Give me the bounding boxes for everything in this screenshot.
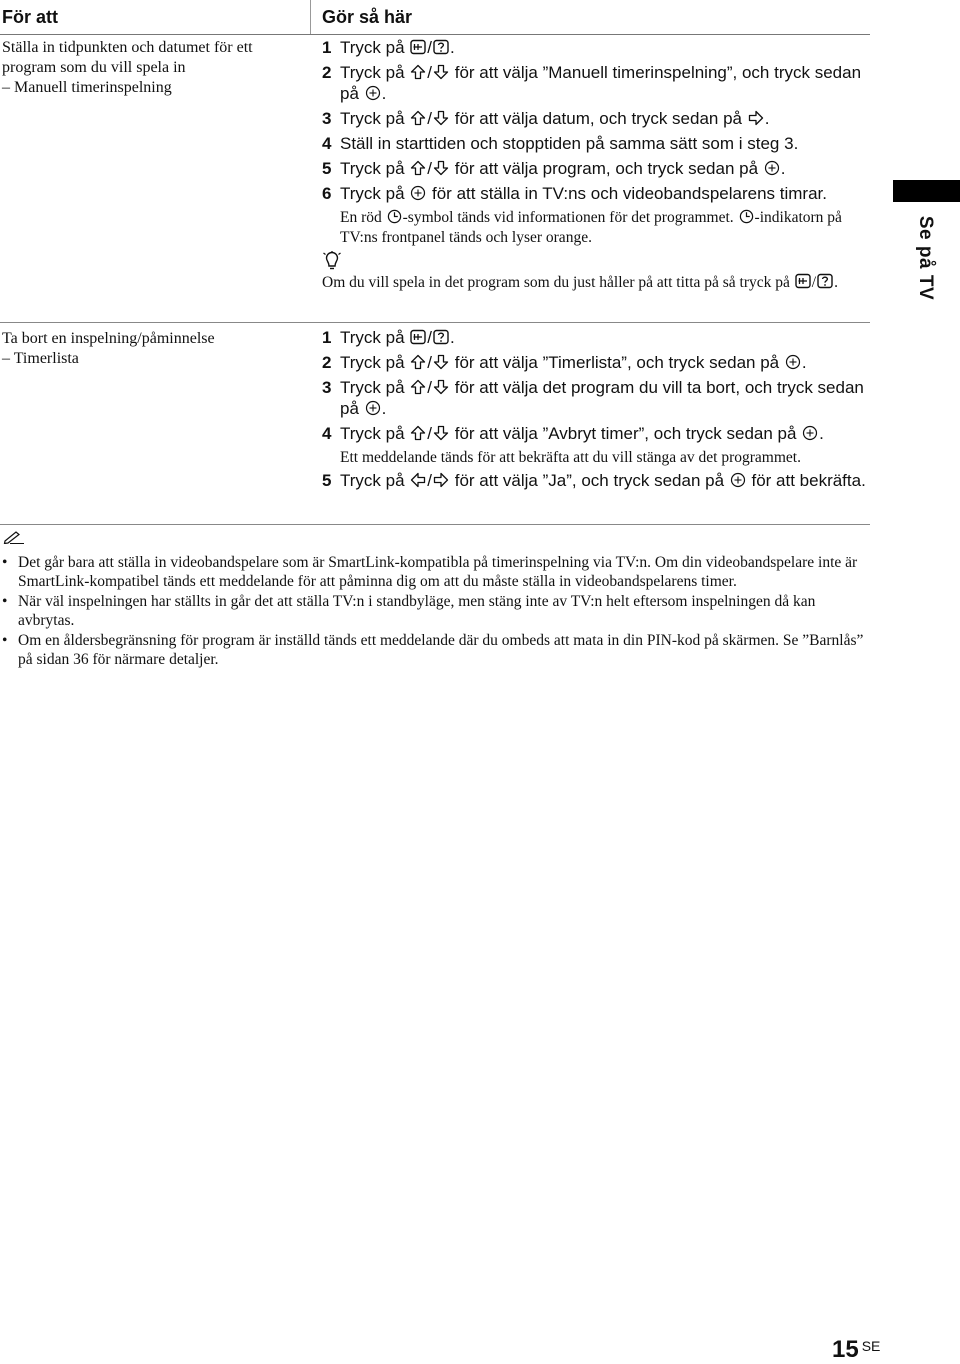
- arrow-right-icon: [748, 110, 764, 126]
- help-icon: [433, 39, 449, 55]
- arrow-down-icon: [433, 160, 449, 176]
- section-divider: [0, 322, 870, 323]
- arrow-up-icon: [410, 425, 426, 441]
- step-item: 2 Tryck på / för att välja ”Manuell timerinspelning”, och tryck sedan på .: [322, 63, 862, 103]
- arrow-up-icon: [410, 379, 426, 395]
- step-note: Ett meddelande tänds för att bekräfta att du vill stänga av det programmet.: [340, 448, 801, 466]
- step-item: 2 Tryck på / för att välja ”Timerlista”, och tryck sedan på .: [322, 353, 807, 372]
- help-icon: [433, 329, 449, 345]
- note-item: • När väl inspelningen har ställts in går det att ställa TV:n i standbyläge, men stäng inte av TV:n helt eftersom inspelningen då kan avbrytas.: [0, 592, 870, 630]
- clock-icon: [739, 209, 754, 224]
- step-item: 4 Ställ in starttiden och stopptiden på samma sätt som i steg 3.: [322, 133, 799, 153]
- task-manual-timer: Ställa in tidpunkten och datumet för ett program som du vill spela in – Manuell timerinspelning: [2, 39, 253, 96]
- ok-icon: [802, 425, 818, 441]
- step-item: 5 Tryck på / för att välja ”Ja”, och tryck sedan på för att bekräfta.: [322, 470, 866, 490]
- note-item: • Det går bara att ställa in videobandspelare som är SmartLink-kompatibla på timerinspelning via TV:n. Om din videobandspelare inte är SmartLink-kompatibel tänds ett meddelande för att påminna dig om att du måste ställa in videobandspelarens timer.: [0, 553, 870, 591]
- task-timer-list: Ta bort en inspelning/påminnelse – Timerlista: [2, 330, 215, 367]
- arrow-up-icon: [410, 354, 426, 370]
- step-item: 4 Tryck på / för att välja ”Avbryt timer”, och tryck sedan på .: [322, 423, 824, 443]
- step-item: 1 Tryck på / .: [322, 328, 455, 347]
- arrow-right-icon: [433, 472, 449, 488]
- arrow-down-icon: [433, 425, 449, 441]
- arrow-left-icon: [410, 472, 426, 488]
- arrow-down-icon: [433, 64, 449, 80]
- help-icon: [817, 273, 833, 289]
- step-item: 3 Tryck på / för att välja det program du vill ta bort, och tryck sedan på .: [322, 378, 864, 418]
- note-item: • Om en åldersbegränsning för program är inställd tänds ett meddelande där du ombeds att mata in din PIN-kod på skärmen. Se ”Barnlås” på sidan 36 för närmare detaljer.: [0, 631, 870, 669]
- ok-icon: [410, 185, 426, 201]
- section-divider: [0, 524, 870, 525]
- step-note: En röd -symbol tänds vid informationen för det programmet. -indikatorn på TV:ns frontpanel tänds och lyser orange.: [340, 208, 842, 246]
- ok-icon: [764, 160, 780, 176]
- arrow-up-icon: [410, 110, 426, 126]
- step-item: 5 Tryck på / för att välja program, och tryck sedan på .: [322, 158, 786, 178]
- column-header-steps: Gör så här: [322, 7, 413, 27]
- ok-icon: [365, 400, 381, 416]
- tip-text: Om du vill spela in det program som du just håller på att titta på så tryck på / .: [322, 273, 838, 291]
- clock-icon: [387, 209, 402, 224]
- arrow-down-icon: [433, 110, 449, 126]
- notes-section: [0, 530, 870, 670]
- step-item: 1 Tryck på / .: [322, 38, 455, 57]
- arrow-up-icon: [410, 160, 426, 176]
- column-header-task: För att: [2, 7, 58, 27]
- page-number: 15 SE: [832, 1336, 881, 1363]
- arrow-down-icon: [433, 379, 449, 395]
- note-pencil-icon: [2, 530, 26, 544]
- guide-icon: [410, 329, 426, 345]
- column-divider: [310, 0, 311, 34]
- steps-manual-timer: [322, 38, 870, 293]
- ok-icon: [785, 354, 801, 370]
- ok-icon: [365, 85, 381, 101]
- step-item: 3 Tryck på / för att välja datum, och tryck sedan på .: [322, 108, 770, 128]
- arrow-down-icon: [433, 354, 449, 370]
- ok-icon: [730, 472, 746, 488]
- tip-lightbulb-icon: [322, 251, 342, 271]
- guide-icon: [410, 39, 426, 55]
- section-tab-label: Se på TV: [915, 215, 936, 301]
- step-item: 6 Tryck på för att ställa in TV:ns och videobandspelarens timrar.: [322, 183, 827, 203]
- notes-list: [0, 553, 870, 669]
- guide-icon: [795, 273, 811, 289]
- steps-timer-list: [322, 328, 870, 496]
- arrow-up-icon: [410, 64, 426, 80]
- table-header: [0, 0, 870, 35]
